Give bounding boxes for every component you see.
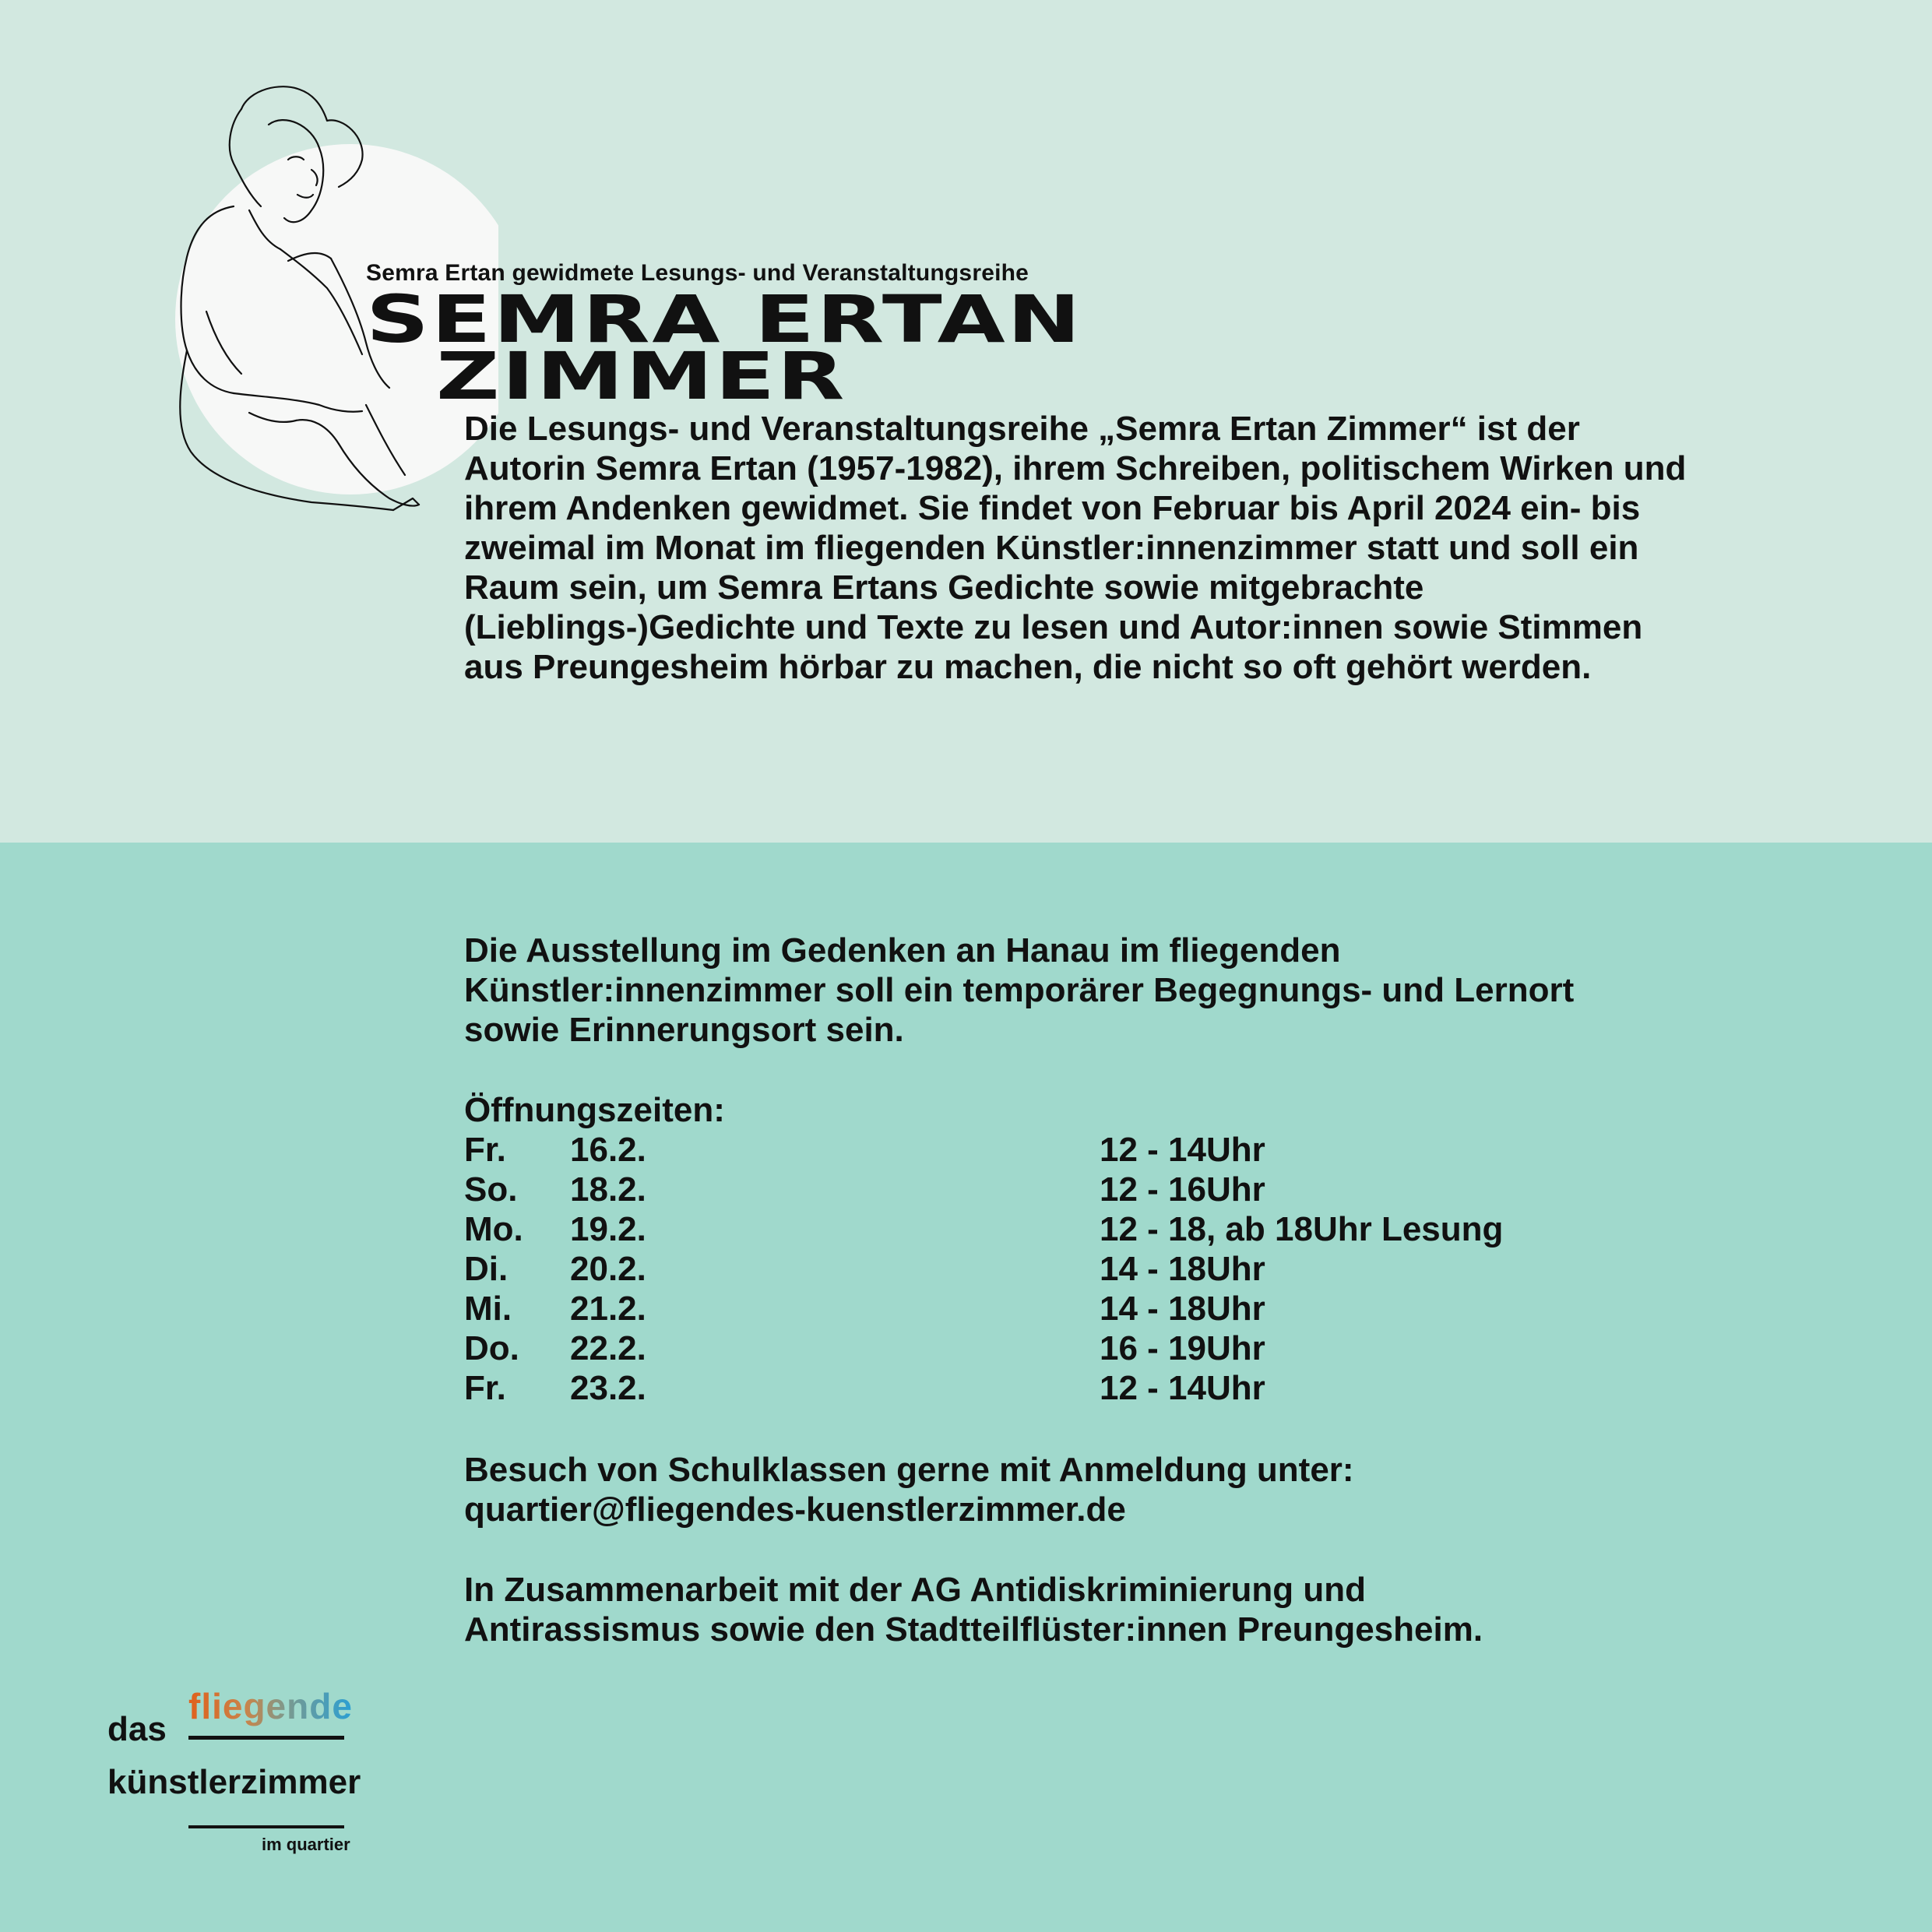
logo-das: das: [107, 1710, 167, 1748]
hours-date: 23.2.: [570, 1369, 646, 1407]
school-classes-text: Besuch von Schulklassen gerne mit Anmeldung unter:: [464, 1451, 1354, 1489]
logo-fliegende: fliegende: [188, 1686, 353, 1726]
hours-date: 18.2.: [570, 1170, 646, 1209]
intro-paragraph: Die Lesungs- und Veranstaltungsreihe „Semra Ertan Zimmer“ ist der Autorin Semra Ertan (1957-1982), ihrem Schreiben, politischem Wirken und ihrem Andenken gewidmet. Sie findet von Februar bis April 2024 ein- bis zweimal im Monat im fliegenden Künstler:innenzimmer statt und soll ein Raum sein, um Semra Ertans Gedichte sowie mitgebrachte (Lieblings-)Gedichte und Texte zu lesen und Autor:innen sowie Stimmen aus Preungesheim hörbar zu machen, die nicht so oft gehört werden.: [464, 410, 1687, 686]
hours-time: 12 - 14Uhr: [1100, 1369, 1265, 1407]
school-classes-note: [464, 1450, 1354, 1529]
logo: [107, 1682, 435, 1861]
hours-time: 14 - 18Uhr: [1100, 1290, 1265, 1328]
logo-rule-top: [188, 1736, 344, 1740]
hours-day: Di.: [464, 1250, 509, 1288]
series-subtitle: Semra Ertan gewidmete Lesungs- und Veranstaltungsreihe: [366, 260, 1029, 286]
hours-day: Fr.: [464, 1369, 506, 1407]
hours-date: 21.2.: [570, 1290, 646, 1328]
hours-date: 16.2.: [570, 1131, 646, 1169]
collaboration-note: [464, 1570, 1483, 1649]
hours-day: Mi.: [464, 1290, 512, 1328]
hours-day: Do.: [464, 1329, 519, 1367]
logo-im-quartier: im quartier: [262, 1835, 350, 1854]
hours-day: So.: [464, 1170, 518, 1209]
hours-time: 14 - 18Uhr: [1100, 1250, 1265, 1288]
hours-time: 12 - 16Uhr: [1100, 1170, 1265, 1209]
hours-time: 12 - 14Uhr: [1100, 1131, 1265, 1169]
logo-kuenstlerzimmer: künstlerzimmer: [107, 1763, 361, 1801]
hours-time: 16 - 19Uhr: [1100, 1329, 1265, 1367]
hours-day: Mo.: [464, 1210, 523, 1248]
page-title-line-2: ZIMMER: [436, 338, 847, 414]
collaboration-line-2: Antirassismus sowie den Stadtteilflüster:innen Preungesheim.: [464, 1610, 1483, 1649]
hours-date: 19.2.: [570, 1210, 646, 1248]
collaboration-line-1: In Zusammenarbeit mit der AG Antidiskriminierung und: [464, 1571, 1366, 1609]
page-title-line-1: SEMRA ERTAN: [366, 281, 1083, 357]
hours-time: 12 - 18, ab 18Uhr Lesung: [1100, 1210, 1504, 1248]
hours-day: Fr.: [464, 1131, 506, 1169]
exhibition-paragraph: Die Ausstellung im Gedenken an Hanau im fliegenden Künstler:innenzimmer soll ein temporärer Begegnungs- und Lernort sowie Erinnerungsort sein.: [464, 931, 1575, 1049]
logo-rule-bottom: [188, 1825, 344, 1828]
hours-date: 22.2.: [570, 1329, 646, 1367]
hours-date: 20.2.: [570, 1250, 646, 1288]
opening-hours-label: Öffnungszeiten:: [464, 1091, 725, 1129]
contact-email[interactable]: quartier@fliegendes-kuenstlerzimmer.de: [464, 1490, 1126, 1529]
